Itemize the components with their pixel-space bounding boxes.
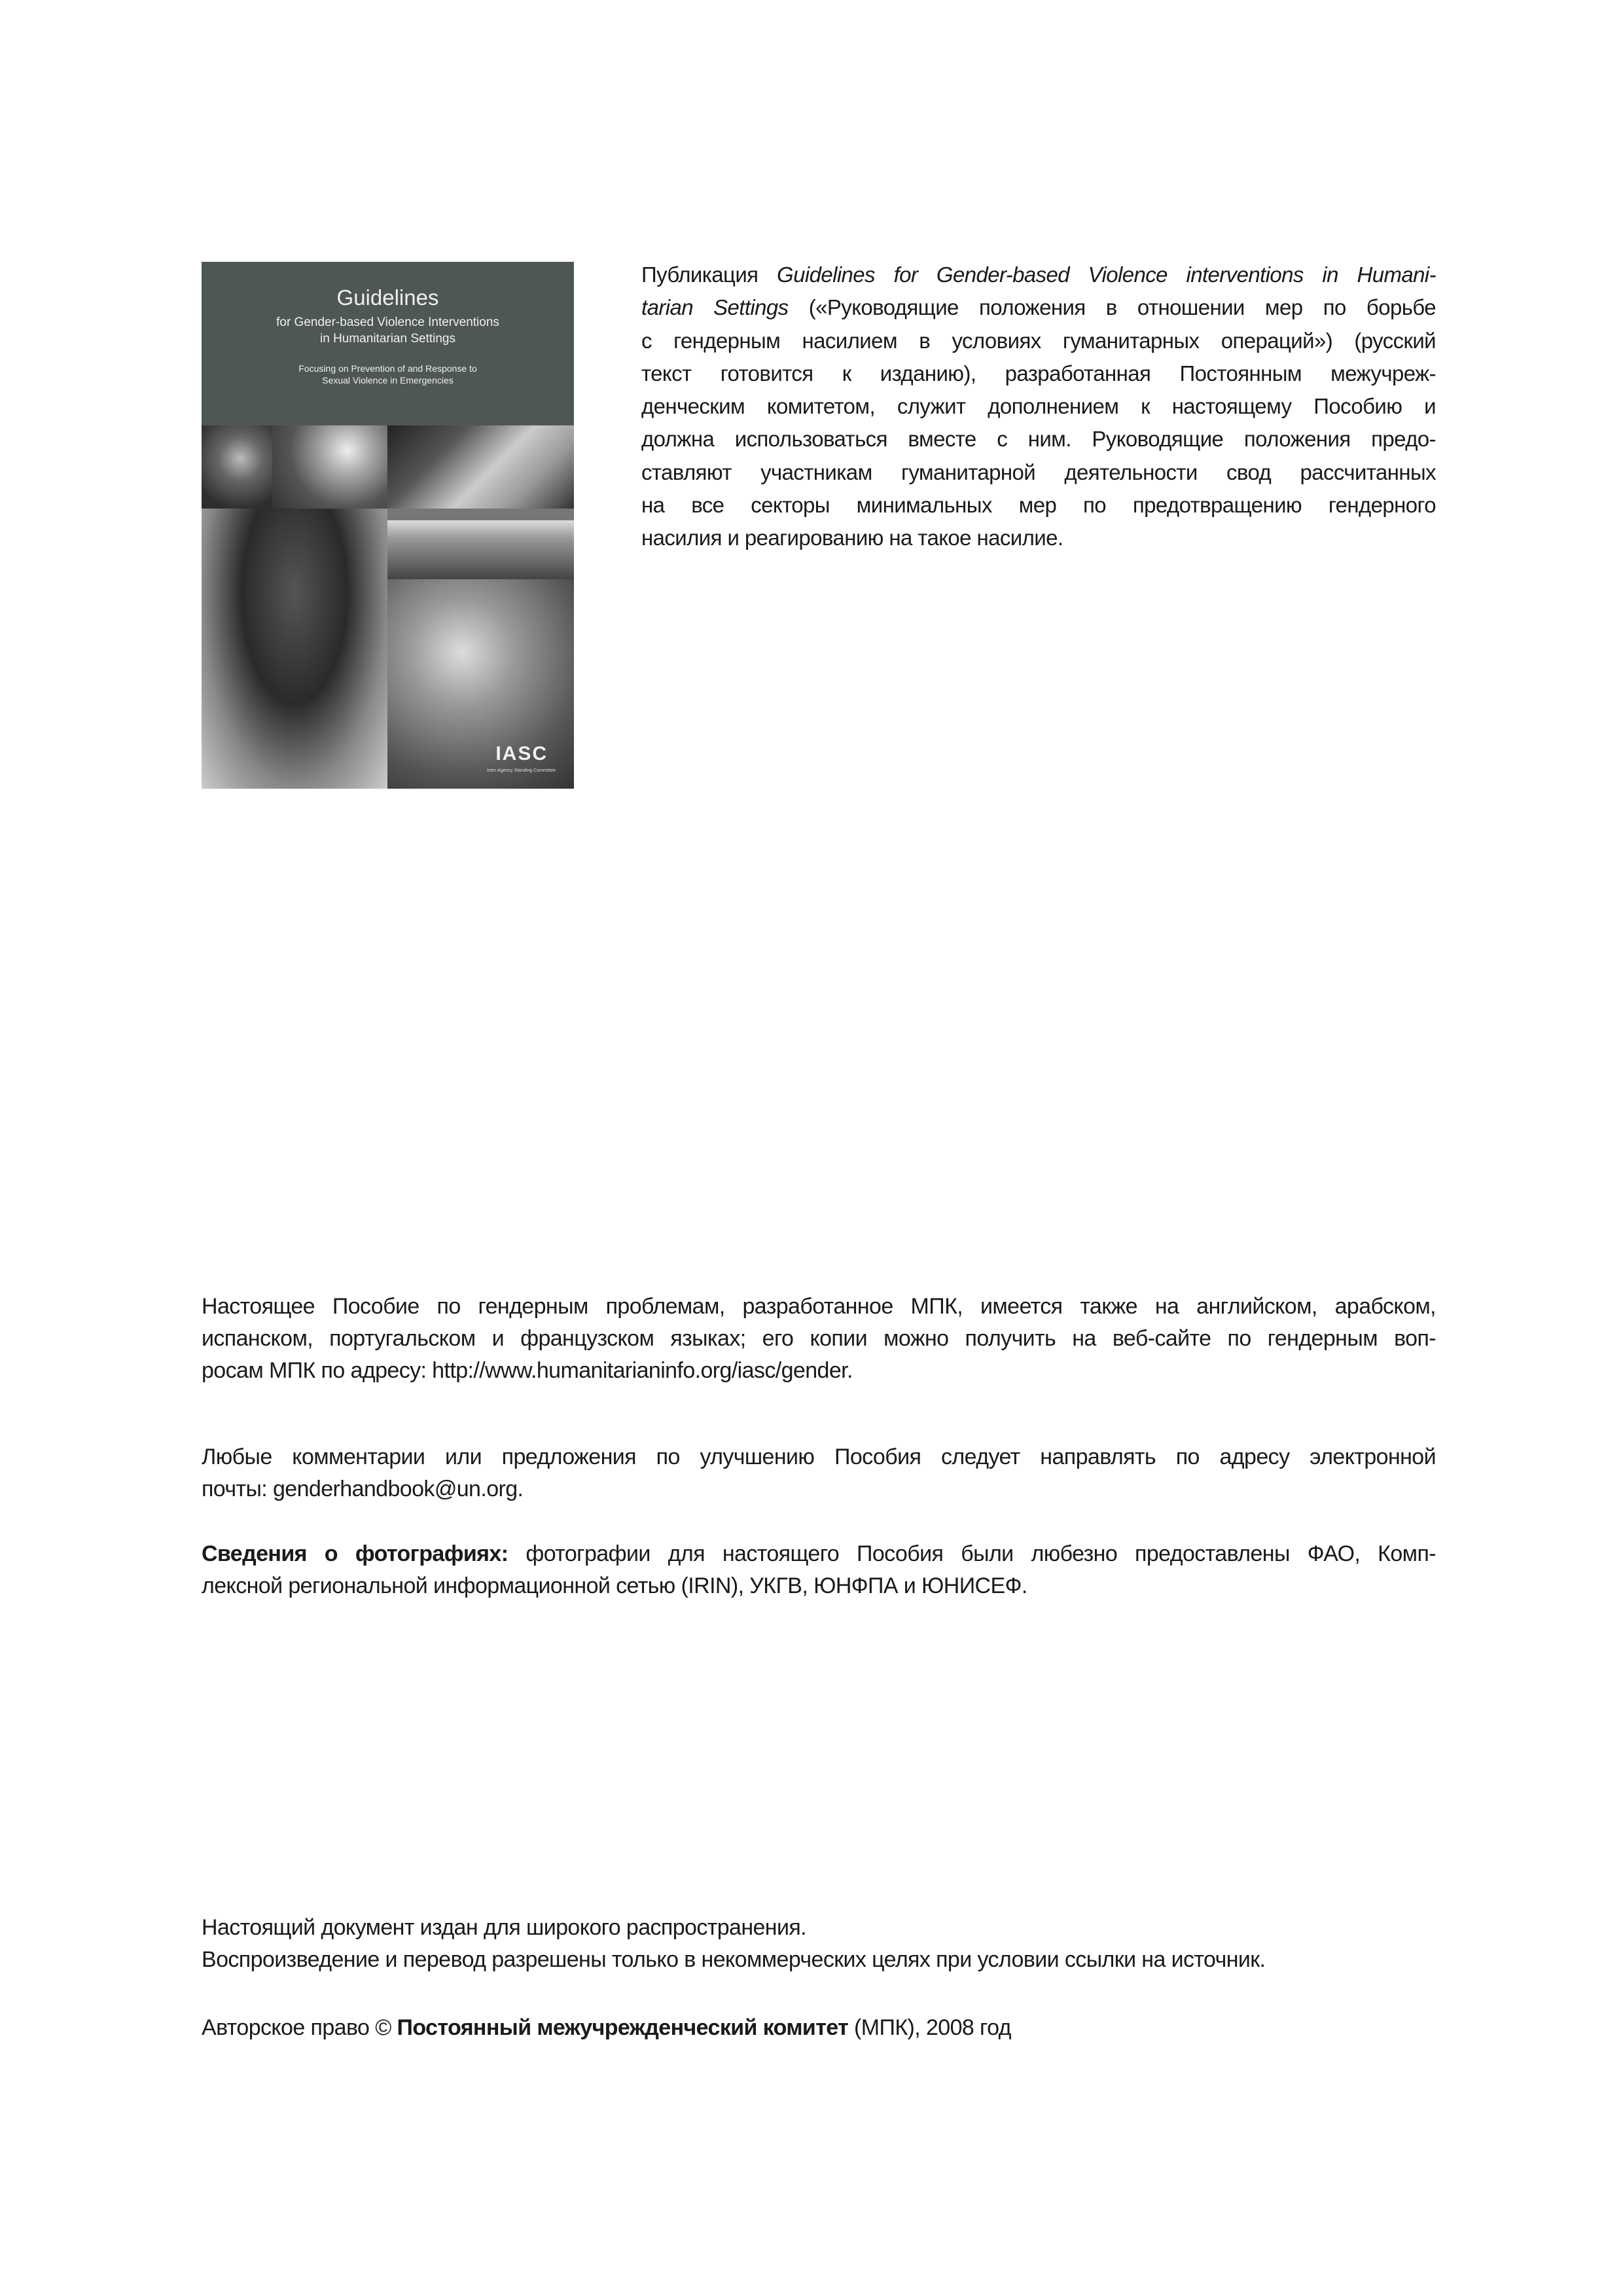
text-line: испанском, португальском и французском языках; его копии можно получить на веб-сайте по гендерным воп- [202, 1326, 1436, 1351]
text-line: должна использоваться вместе с ним. Руководящие положения предо- [641, 427, 1436, 452]
cover-title: Guidelines [336, 285, 439, 310]
photo-credits-paragraph [202, 1538, 1436, 1602]
iasc-logo-subtitle: Inter-Agency Standing Committee [486, 768, 556, 773]
text-line: Воспроизведение и перевод разрешены только в некоммерческих целях при условии ссылки на источник. [202, 1947, 1266, 1972]
text-line: Любые комментарии или предложения по улучшению Пособия следует направлять по адресу электронной [202, 1444, 1436, 1469]
text: Публикация [641, 262, 777, 287]
cover-focus-line: Focusing on Prevention of and Response to [298, 363, 477, 374]
photo-boy [202, 425, 272, 509]
text-line: с гендерным насилием в условиях гуманитарных операций») (русский [641, 328, 1436, 353]
text: Авторское право © [202, 2015, 397, 2040]
distribution-notice [202, 1912, 1436, 1976]
cover-focus [202, 363, 574, 386]
text-line [202, 2012, 1436, 2044]
cover-subtitle-line: for Gender-based Violence Interventions [276, 315, 499, 329]
cover-focus-line: Sexual Violence in Emergencies [322, 375, 454, 386]
photo-woman-child [202, 509, 387, 789]
text-line: ставляют участникам гуманитарной деятельности свод рассчитанных [641, 459, 1436, 484]
cover-subtitle [202, 314, 574, 347]
text: («Руководящие положения в отношении мер по борьбе [788, 295, 1436, 320]
text: (МПК), 2008 год [848, 2015, 1011, 2040]
text-line: на все секторы минимальных мер по предотвращению гендерного [641, 493, 1436, 518]
cover-subtitle-line: in Humanitarian Settings [320, 332, 455, 346]
availability-paragraph [202, 1291, 1436, 1387]
publication-title: Guidelines for Gender-based Violence interventions in Humani- [777, 262, 1436, 287]
text-line: текст готовится к изданию), разработанная Постоянным межучреж- [641, 361, 1436, 386]
cover-image-guidelines [202, 262, 574, 789]
cover-title-band [202, 262, 574, 425]
text-line: денческим комитетом, служит дополнением к настоящему Пособию и [641, 394, 1436, 419]
text-line [641, 259, 1436, 291]
copyright-holder: Постоянный межучрежденческий комитет [397, 2015, 849, 2040]
photo-credits-label: Сведения о фотографиях: [202, 1541, 508, 1566]
photo-men-group [387, 520, 574, 579]
photo-mother-child [272, 425, 387, 509]
text-line: Настоящее Пособие по гендерным проблемам, разработанное МПК, имеется также на английском, арабском, [202, 1294, 1436, 1319]
iasc-logo: IASC [495, 743, 548, 764]
text-line: насилия и реагированию на такое насилие. [641, 526, 1063, 550]
text-line: почты: genderhandbook@un.org. [202, 1477, 524, 1501]
text-line [202, 1538, 1436, 1570]
publication-title: tarian Settings [641, 295, 789, 320]
text-line: Настоящий документ издан для широкого распространения. [202, 1915, 807, 1940]
text: фотографии для настоящего Пособия были любезно предоставлены ФАО, Комп- [508, 1541, 1436, 1566]
text-line [641, 291, 1436, 324]
photo-woman-face [387, 425, 574, 509]
text-line: лексной региональной информационной сетью (IRIN), УКГВ, ЮНФПА и ЮНИСЕФ. [202, 1573, 1027, 1598]
comments-paragraph [202, 1441, 1436, 1505]
copyright-notice [202, 2012, 1436, 2044]
text-line: росам МПК по адресу: http://www.humanitarianinfo.org/iasc/gender. [202, 1358, 853, 1383]
intro-paragraph [641, 259, 1436, 555]
